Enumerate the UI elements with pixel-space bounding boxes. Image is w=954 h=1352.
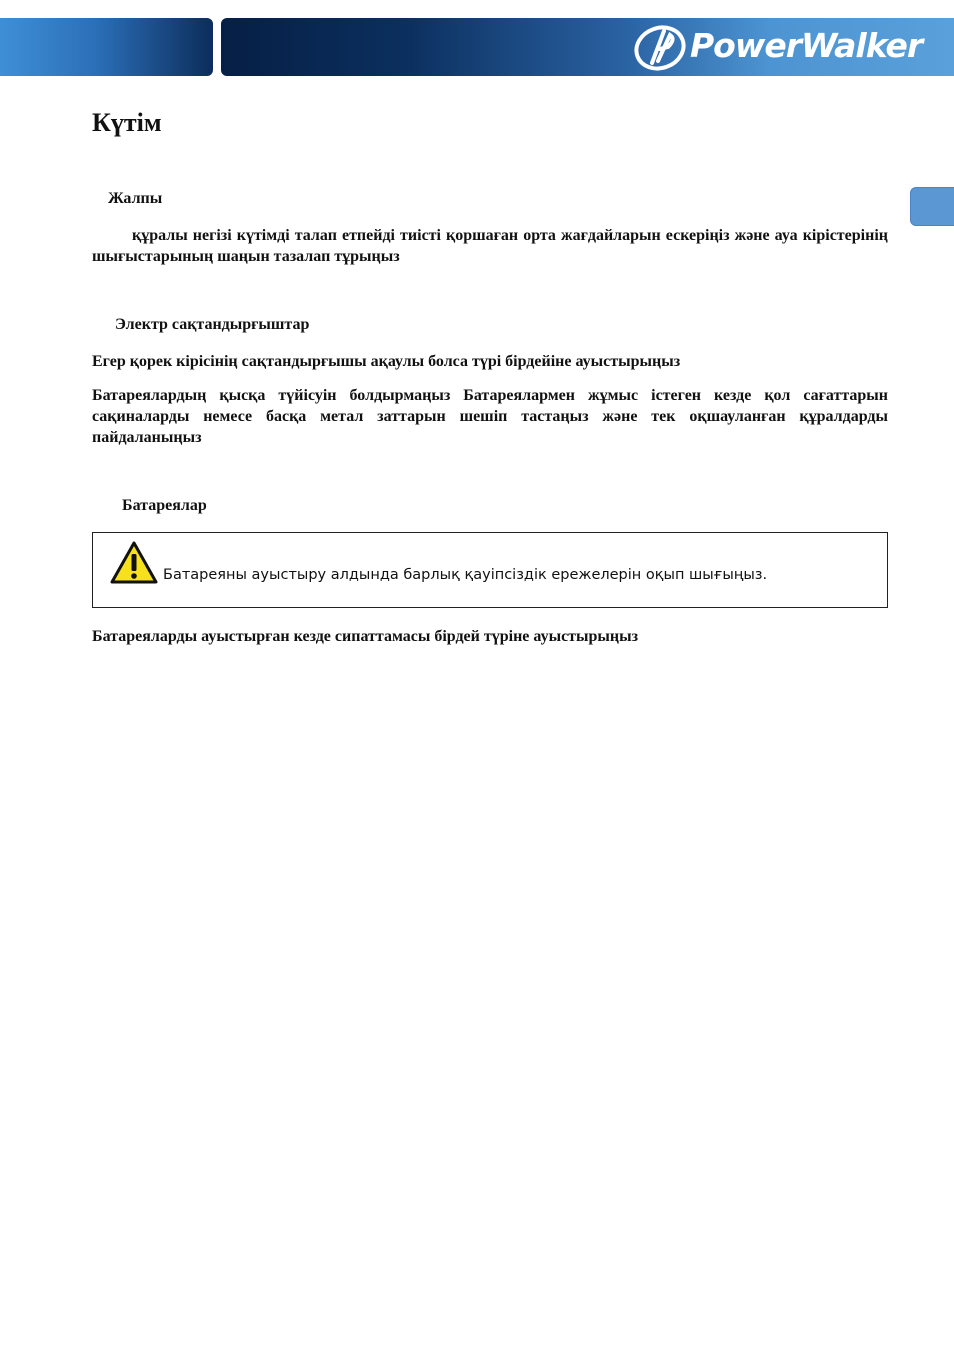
brand-name: PowerWalker	[690, 26, 923, 65]
warning-box	[92, 532, 888, 608]
paragraph-fuse-replace: Егер қорек кірісінің сақтандырғышы ақаулы болса түрі бірдейіне ауыстырыңыз	[92, 353, 681, 370]
header-band-left	[0, 18, 213, 76]
paragraph-battery-replace: Батареяларды ауыстырған кезде сипаттамасы бірдей түріне ауыстырыңыз	[92, 628, 639, 645]
warning-text: Батареяны ауыстыру алдында барлық қауіпсіздік ережелерін оқып шығыңыз.	[163, 567, 768, 583]
chapter-side-tab	[910, 187, 954, 226]
paragraph-general: құралы негізі күтімді талап етпейді тиісті қоршаған орта жағдайларын ескеріңіз және ауа кірістерінің шығыстарының шаңын тазалап тұрыңыз	[92, 227, 888, 265]
section-heading-batteries: Батареялар	[122, 497, 207, 514]
section-heading-fuses: Электр сақтандырғыштар	[115, 316, 310, 333]
page-title: Күтім	[92, 108, 162, 137]
section-heading-general: Жалпы	[108, 190, 163, 207]
warning-triangle-icon	[110, 541, 158, 584]
paragraph-short-circuit: Батареялардың қысқа түйісуін болдырмаңыз Батареялармен жұмыс істеген кезде қол сағаттарын сақиналарды немесе басқа метал заттарын шешіп тастаңыз және тек оқшауланған құралдарды пайдаланыңыз	[92, 387, 888, 446]
page-header	[0, 18, 954, 78]
powerwalker-logo-icon	[632, 23, 688, 73]
brand-logo	[632, 22, 947, 74]
